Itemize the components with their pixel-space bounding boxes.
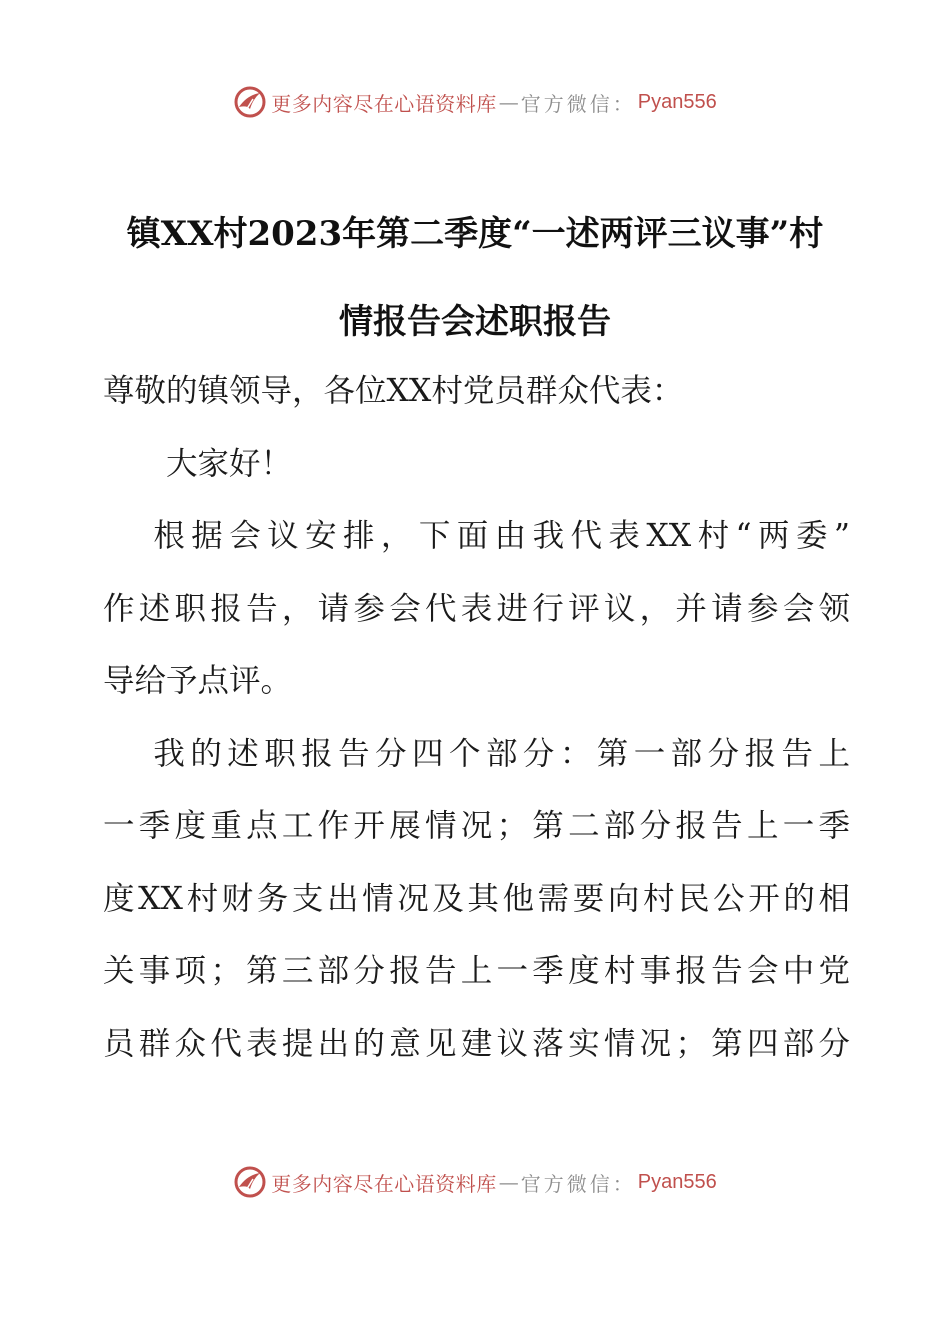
watermark-site-text: 更多内容尽在心语资料库 [271,1171,497,1196]
paragraph-1-line-2: 作述职报告，请参会代表进行评议，并请参会领 [103,590,850,627]
watermark-label: 官方微信： [520,1171,636,1196]
salutation: 尊敬的镇领导，各位XX村党员群众代表： [103,373,684,409]
watermark-dash: — [498,90,519,114]
watermark-dash: — [498,1170,519,1194]
paragraph-1-line-3: 导给予点评。 [103,663,293,699]
watermark-header [0,82,950,122]
title-line-1: 镇XX村2023年第二季度“一述两评三议事”村 [126,214,824,254]
paragraph-1-line-1: 根据会议安排，下面由我代表XX村“两委” [153,518,850,554]
paragraph-2 [103,718,850,1081]
paragraph-2-line-4: 关事项；第三部分报告上一季度村事报告会中党 [103,953,850,989]
watermark-label: 官方微信： [520,91,636,116]
paragraph-2-line-2: 一季度重点工作开展情况；第二部分报告上一季 [103,808,850,844]
paragraph-2-line-5: 员群众代表提出的意见建议落实情况；第四部分 [103,1025,850,1062]
watermark-wechat-id: Pyan556 [637,1170,717,1193]
paragraph-1 [103,500,850,718]
brand-logo-icon [233,1165,267,1199]
watermark-site-text: 更多内容尽在心语资料库 [271,91,497,116]
greeting: 大家好！ [166,445,293,482]
watermark-footer [0,1162,950,1202]
title-line-2: 情报告会述职报告 [339,302,611,342]
paragraph-2-line-3: 度XX村财务支出情况及其他需要向村民公开的相 [103,880,850,917]
document-title [100,190,850,366]
paragraph-2-line-1: 我的述职报告分四个部分：第一部分报告上 [153,735,850,772]
brand-logo-icon [233,85,267,119]
watermark-wechat-id: Pyan556 [637,90,717,113]
document-body [103,355,850,1080]
